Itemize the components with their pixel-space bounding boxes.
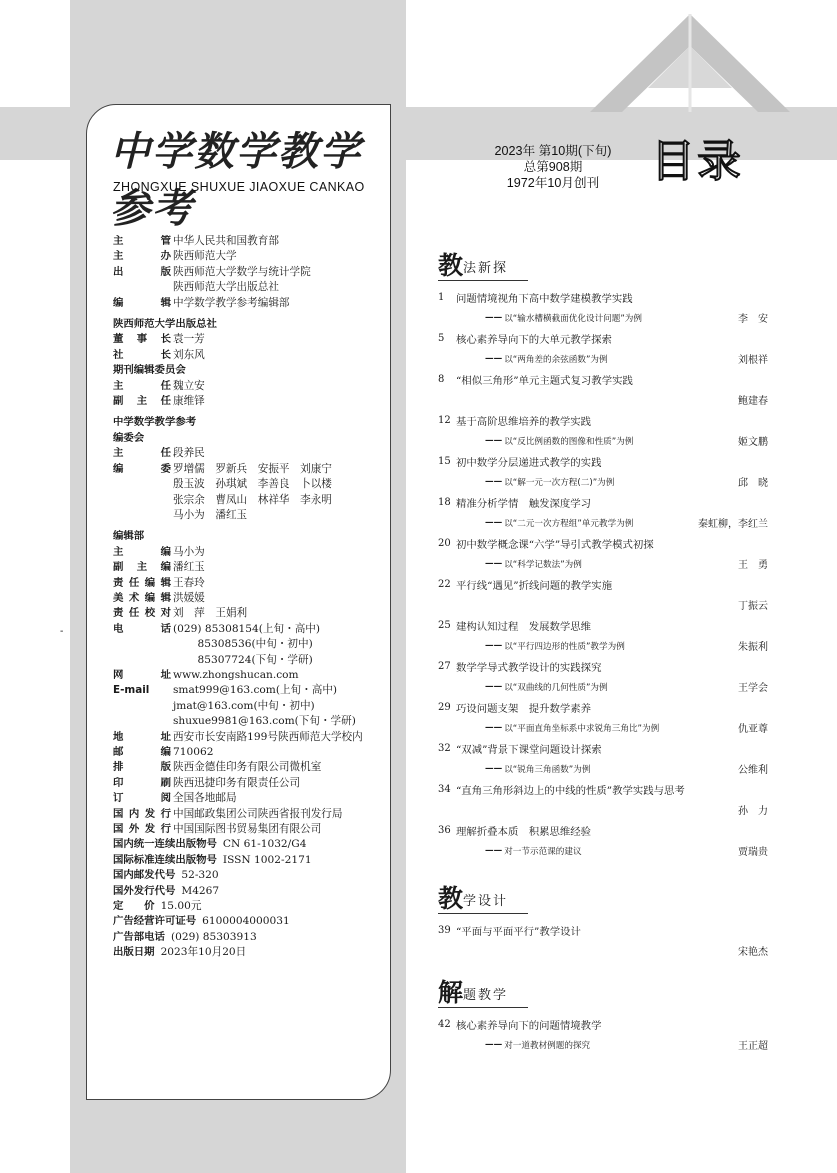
masthead-key: 网 址 [113,668,171,681]
masthead-row [113,914,398,929]
section-initial: 解 [438,978,464,1007]
em-dash: —— [485,640,503,651]
masthead-key: 定 价 [113,900,155,913]
masthead-value: 85308536(中旬・初中) [173,638,313,651]
toc-subtitle-line [438,348,768,369]
masthead-key: 邮 编 [113,746,171,758]
masthead-value: ISSN 1002-2171 [222,853,312,866]
masthead-value: 陕西师范大学 [173,250,237,263]
masthead-key: 地 址 [113,730,171,743]
toc-page-number: 8 [438,373,445,385]
toc-author: 贾瑞贵 [738,847,768,858]
masthead-row [113,280,398,295]
masthead-value: 6100004000031 [202,915,290,928]
masthead-row [113,606,398,621]
section-header [438,977,528,1008]
masthead-key: 副主编 [113,561,171,574]
issue-line: 2023年 第10期(下旬) [494,144,612,158]
masthead-value: 2023年10月20日 [160,946,247,959]
toc-entry[interactable] [438,656,768,697]
toc-page-number: 18 [438,496,451,508]
toc-entry[interactable] [438,738,768,779]
masthead-row [113,446,398,461]
masthead-key: 主 管 [113,235,171,247]
toc-subtitle-line [438,717,768,738]
section-title: 学设计 [463,894,509,909]
masthead-value: (029) 85308154(上旬・高中) [173,622,321,635]
toc-title-line [438,1014,768,1034]
section-title: 题教学 [463,988,509,1003]
toc-subtitle: 以“平行四边形的性质”教学为例 [504,641,625,652]
masthead-row [113,945,398,960]
toc-author: 李 安 [738,314,768,325]
section-initial: 教 [438,884,464,913]
founded-line: 1972年10月创刊 [506,176,600,190]
toc-author: 秦虹柳，李红兰 [698,519,768,530]
toc-author: 刘根祥 [738,355,768,366]
masthead-value: 中学数学教学参考编辑部 [173,296,290,309]
toc-title-line [438,328,768,348]
masthead-row [113,508,398,523]
margin-mark: - [60,626,64,637]
masthead-row [113,622,398,637]
toc-page-number: 20 [438,537,451,549]
toc-article-title: 初中数学分层递进式教学的实践 [456,456,602,469]
toc-page-number: 1 [438,291,445,303]
toc-page-number: 12 [438,414,451,426]
toc-subtitle: 对一道教材例题的探究 [504,1040,591,1051]
masthead-key: 印 刷 [113,776,171,789]
masthead-value: 710062 [173,746,214,758]
masthead-row [113,653,398,668]
masthead-value: 陕西迅捷印务有限责任公司 [173,776,301,789]
masthead-value: shuxue9981@163.com(下旬・学研) [173,715,356,728]
masthead-row [113,296,398,311]
toc-subtitle-line [438,840,768,861]
toc-page-number: 27 [438,660,451,672]
toc-author: 宋艳杰 [738,947,768,958]
masthead-key: 出 版 [113,265,171,278]
masthead-info [113,234,398,961]
toc-subtitle-line [438,307,768,328]
toc-subtitle-line [438,389,768,410]
toc-subtitle-line [438,594,768,615]
section-initial: 教 [438,251,464,280]
masthead-value: 马小为 [173,545,205,558]
masthead-key: E-mail [113,684,150,697]
issue-total: 总第908期 [523,160,583,174]
masthead-key: 订 阅 [113,792,171,805]
toc-article-title: 基于高阶思维培养的教学实践 [456,415,592,428]
masthead-row [113,807,398,822]
masthead-key: 主 编 [113,545,171,558]
masthead-value: smat999@163.com(上旬・高中) [173,684,338,697]
masthead-row [113,477,398,492]
masthead-value: www.zhongshucan.com [173,668,299,681]
masthead-value: 刘 萍 王娟利 [173,607,248,620]
masthead-value: 殷玉波 孙琪斌 李善良 卜以楼 [173,478,332,491]
masthead-value: M4267 [181,884,220,897]
masthead-row [113,699,398,714]
toc-subtitle: 以“平面直角坐标系中求锐角三角比”为例 [504,723,660,734]
toc-article-title: “直角三角形斜边上的中线的性质”教学实践与思考 [456,784,685,797]
masthead-key: 广告部电话 [113,930,165,943]
masthead-value: 刘东风 [173,348,205,361]
masthead-key: 主 任 [113,447,171,460]
masthead-row [113,493,398,508]
toc-article-title: 数学学导式教学设计的实践探究 [456,661,602,674]
em-dash: —— [485,763,503,774]
masthead-key [113,714,173,729]
masthead-key: 编 辑 [113,296,171,309]
masthead-row [113,853,398,868]
toc-title-line [438,779,768,799]
toc-title-line [438,369,768,389]
masthead-value: 康维铎 [173,395,205,408]
masthead-row [113,930,398,945]
toc-article-title: 核心素养导向下的问题情境教学 [456,1019,602,1032]
toc-author: 王 勇 [738,560,768,571]
masthead-key [113,653,173,668]
toc-entry[interactable] [438,615,768,656]
toc-article-title: “相似三角形”单元主题式复习教学实践 [456,374,633,387]
masthead-row [113,234,398,249]
toc-title-line [438,287,768,307]
toc-page-number: 25 [438,619,451,631]
masthead-key [113,508,173,523]
masthead-key [113,493,173,508]
toc-page-number: 42 [438,1018,451,1030]
toc-title-line [438,656,768,676]
em-dash: —— [485,845,503,856]
toc-subtitle-line [438,512,768,533]
toc-subtitle-line [438,676,768,697]
masthead-row [113,683,398,698]
em-dash: —— [485,722,503,733]
toc-article-title: 平行线“遇见”折线问题的教学实施 [456,579,613,592]
masthead-key: 副主任 [113,395,171,408]
toc-entry[interactable] [438,492,768,533]
em-dash: —— [485,558,503,569]
press-heading: 陕西师范大学出版总社 [113,318,217,331]
toc-subtitle: 以“二元一次方程组”单元教学为例 [504,518,634,529]
masthead-key: 国际标准连续出版物号 [113,853,217,866]
masthead-row [113,265,398,280]
masthead-key: 国外发行 [113,823,171,836]
toc-author: 姬文鹏 [738,437,768,448]
em-dash: —— [485,476,503,487]
masthead-row [113,714,398,729]
toc-entry[interactable] [438,410,768,451]
committee-heading: 期刊编辑委员会 [113,364,186,377]
masthead-row [113,837,398,852]
masthead-row [113,899,398,914]
toc-entry[interactable] [438,533,768,574]
masthead-row [113,884,398,899]
masthead-key: 编 委 [113,462,171,475]
toc-page-number: 22 [438,578,451,590]
toc-page-number: 29 [438,701,451,713]
toc-author: 仇亚尊 [738,724,768,735]
toc-title-line [438,615,768,635]
masthead-key: 国内邮发代号 [113,869,176,882]
masthead-row [113,591,398,606]
masthead-value: 陕西师范大学出版总社 [173,281,279,294]
section-title: 法新探 [463,261,509,276]
toc-subtitle: 以“两角差的余弦函数”为例 [504,354,608,365]
masthead-value: 52-320 [181,869,219,882]
masthead-key: 出版日期 [113,946,155,959]
toc-article-title: 精准分析学情 触发深度学习 [456,497,592,510]
masthead-value: 中国国际图书贸易集团有限公司 [173,823,322,836]
toc-title-line [438,697,768,717]
masthead-value: 全国各地邮局 [173,792,237,805]
toc-article-title: 核心素养导向下的大单元教学探索 [456,333,612,346]
em-dash: —— [485,435,503,446]
toc-subtitle: 以“解一元一次方程(二)”为例 [504,477,615,488]
masthead-value: 袁一芳 [173,333,205,346]
masthead-key: 责任校对 [113,607,171,620]
dept-heading: 编辑部 [113,530,145,543]
masthead-value: jmat@163.com(中旬・初中) [173,699,315,712]
masthead-value: 张宗余 曹凤山 林祥华 李永明 [173,493,332,506]
toc-subtitle-line [438,799,768,820]
masthead-row [113,760,398,775]
masthead-key: 社 长 [113,348,171,361]
masthead-row [113,791,398,806]
toc-title-line [438,574,768,594]
masthead-value: 洪媛媛 [173,591,205,604]
journal-logo: 中学数学教学参考 [110,128,362,232]
em-dash: —— [485,517,503,528]
masthead-value: 魏立安 [173,379,205,392]
masthead-key [113,637,173,652]
toc-page-number: 39 [438,924,451,936]
masthead-key [113,699,173,714]
toc-article-title: 巧设问题支架 提升数学素养 [456,702,592,715]
masthead-row [113,730,398,745]
masthead-row [113,822,398,837]
toc-author: 孙 力 [738,806,768,817]
toc-title-line [438,410,768,430]
toc-entry[interactable] [438,369,768,410]
masthead-row [113,560,398,575]
masthead-key: 电 话 [113,622,171,635]
toc-author: 鲍建春 [738,396,768,407]
toc-title-line [438,492,768,512]
masthead-value: 85307724(下旬・学研) [173,653,313,666]
masthead-value: 罗增儒 罗新兵 安振平 刘康宁 [173,462,332,475]
toc-page-number: 36 [438,824,451,836]
toc-title-line [438,738,768,758]
masthead-value: 陕西师范大学数学与统计学院 [173,265,311,278]
toc-subtitle-line [438,471,768,492]
masthead-value: (029) 85303913 [170,930,257,943]
masthead-value: CN 61-1032/G4 [222,838,307,851]
masthead-key [113,280,173,295]
masthead-key: 责任编辑 [113,576,171,589]
toc-entry[interactable] [438,1014,768,1055]
masthead-value: 马小为 潘红玉 [173,508,248,521]
toc-subtitle-line [438,1034,768,1055]
masthead-row [113,249,398,264]
masthead-row [113,348,398,363]
toc-page-number: 15 [438,455,451,467]
toc-subtitle: 以“锐角三角函数”为例 [504,764,591,775]
masthead-key: 国内发行 [113,807,171,820]
toc-article-title: “平面与平面平行”教学设计 [456,925,581,938]
masthead-key: 美术编辑 [113,591,171,604]
toc-subtitle: 以“反比例函数的图像和性质”为例 [504,436,634,447]
toc-title: 目录 [651,136,743,187]
toc-title-line [438,451,768,471]
toc-subtitle: 对一节示范课的建议 [504,846,582,857]
masthead-value: 中华人民共和国教育部 [173,235,279,247]
toc-title-line [438,820,768,840]
masthead-row [113,637,398,652]
toc-page-number: 34 [438,783,451,795]
toc-subtitle: 以“科学记数法”为例 [504,559,582,570]
masthead-key: 国外发行代号 [113,884,176,897]
toc-entry[interactable] [438,697,768,738]
toc-title-line [438,920,768,940]
roof-graphic [590,12,790,112]
toc-author: 王正超 [738,1041,768,1052]
section-header [438,883,528,914]
masthead-row [113,668,398,683]
masthead-value: 潘红玉 [173,561,205,574]
toc-entry[interactable] [438,779,768,820]
masthead-row [113,868,398,883]
toc-entry[interactable] [438,287,768,328]
toc-subtitle: 以“双曲线的几何性质”为例 [504,682,608,693]
toc-entry[interactable] [438,574,768,615]
toc-entry[interactable] [438,328,768,369]
masthead-row [113,576,398,591]
masthead-value: 陕西金德佳印务有限公司微机室 [173,761,322,774]
toc-subtitle-line [438,758,768,779]
em-dash: —— [485,353,503,364]
masthead-value: 王春玲 [173,576,205,589]
masthead-row [113,776,398,791]
toc-subtitle-line [438,635,768,656]
journal-pinyin: ZHONGXUE SHUXUE JIAOXUE CANKAO [113,180,365,194]
issue-info [488,143,618,191]
masthead-value: 西安市长安南路199号陕西师范大学校内 [173,730,363,743]
toc-entry[interactable] [438,920,768,961]
toc-author: 王学会 [738,683,768,694]
em-dash: —— [485,1039,503,1050]
masthead-row [113,332,398,347]
section-header [438,250,528,281]
masthead-key: 主 办 [113,250,171,263]
toc-author: 公维利 [738,765,768,776]
toc-entry[interactable] [438,451,768,492]
masthead-key: 排 版 [113,761,171,774]
table-of-contents [438,250,768,1055]
toc-page-number: 32 [438,742,451,754]
toc-subtitle-line [438,553,768,574]
journal-heading: 中学数学教学参考 [113,416,197,429]
editorial-board-heading: 编委会 [113,431,145,444]
toc-author: 丁振云 [738,601,768,612]
toc-author: 朱振利 [738,642,768,653]
toc-subtitle-line [438,430,768,451]
em-dash: —— [485,681,503,692]
toc-page-number: 5 [438,332,445,344]
masthead-key: 国内统一连续出版物号 [113,838,217,851]
masthead-key: 董事长 [113,333,171,346]
toc-article-title: 问题情境视角下高中数学建模教学实践 [456,292,633,305]
toc-article-title: 理解折叠本质 积累思维经验 [456,825,592,838]
masthead-row [113,545,398,560]
masthead-row [113,745,398,760]
toc-article-title: 初中数学概念课“六学”导引式教学模式初探 [456,538,654,551]
masthead-row [113,462,398,477]
masthead-key: 主 任 [113,379,171,392]
toc-article-title: “双减”背景下课堂问题设计探索 [456,743,602,756]
toc-subtitle: 以“输水槽横截面优化设计问题”为例 [504,313,642,324]
masthead-value: 15.00元 [160,900,202,913]
toc-subtitle-line [438,940,768,961]
masthead-row [113,379,398,394]
masthead-key [113,477,173,492]
em-dash: —— [485,312,503,323]
toc-entry[interactable] [438,820,768,861]
toc-article-title: 建构认知过程 发展数学思维 [456,620,592,633]
masthead-value: 段养民 [173,447,205,460]
toc-author: 邱 晓 [738,478,768,489]
masthead-row [113,394,398,409]
masthead-value: 中国邮政集团公司陕西省报刊发行局 [173,807,343,820]
masthead-key: 广告经营许可证号 [113,915,197,928]
toc-title-line [438,533,768,553]
